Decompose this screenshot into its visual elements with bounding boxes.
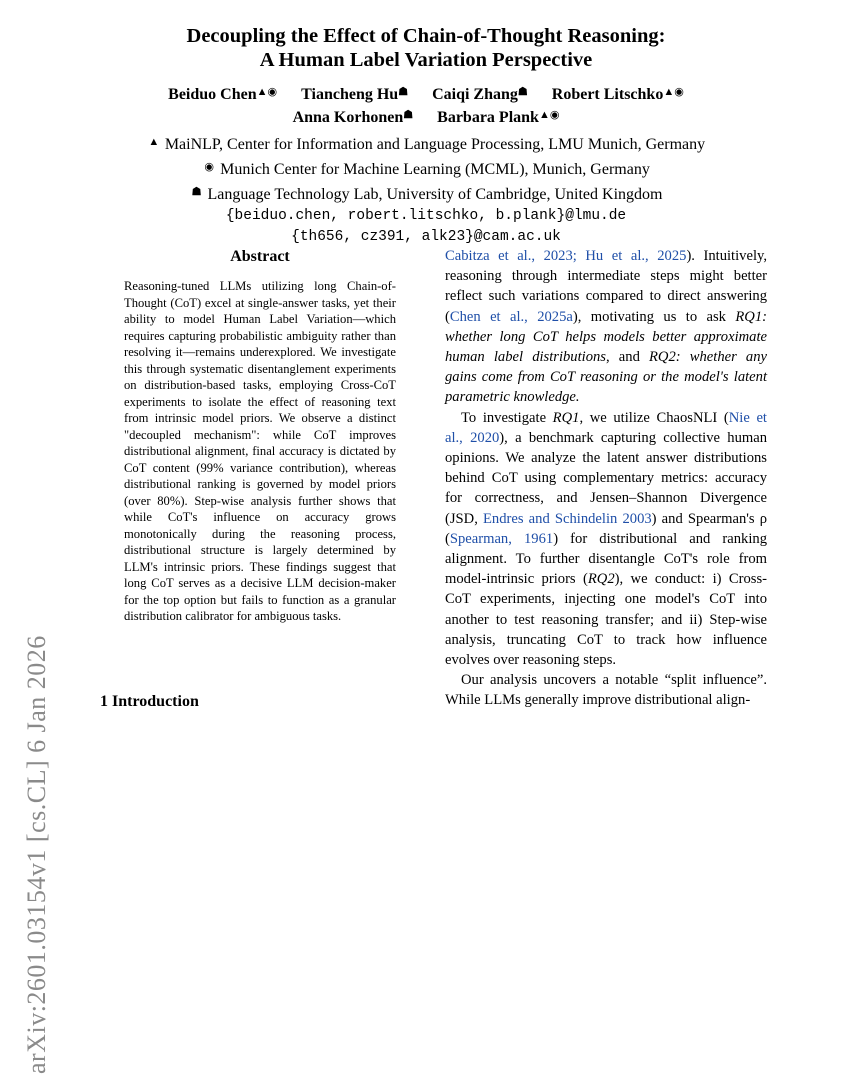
author-list [0, 82, 852, 128]
title-line-1: Decoupling the Effect of Chain-of-Thought Reasoning: [186, 25, 666, 47]
affiliation-marks: ☗ [398, 86, 409, 98]
robot-icon: ◉ [204, 161, 214, 173]
affiliation-marks: ▲◉ [663, 86, 684, 98]
affiliation: ▲ MaiNLP, Center for Information and Language Processing, LMU Munich, Germany [0, 131, 852, 156]
citation-link[interactable]: Nie et al., 2020 [445, 409, 767, 446]
triangle-icon: ▲ [148, 136, 160, 148]
author: Caiqi Zhang☗ [432, 86, 528, 103]
paragraph: Cabitza et al., 2023; Hu et al., 2025). Intuitively, reasoning through intermediate steps might better reflect such variations compared to direct answering (Chen et al., 2025a), motivating us to ask RQ1: whether long CoT helps models better approximate human label distributions, and RQ2: whether any gains come from CoT reasoning or the model's latent parametric knowledge. [445, 248, 767, 406]
section-heading: 1 Introduction [100, 693, 199, 710]
author: Beiduo Chen▲◉ [168, 86, 278, 103]
paragraph: To investigate RQ1, we utilize ChaosNLI (Nie et al., 2020), a benchmark capturing collective human opinions. We analyze the latent answer distributions behind CoT using complementary metrics: accuracy for correctness, and Jensen–Shannon Divergence (JSD, Endres and Schindelin 2003) and Spearman's ρ (Spearman, 1961) for distributional and ranking alignment. To further disentangle CoT's role from model-intrinsic priors (RQ2), we conduct: i) Cross-CoT experiments, injecting one model's CoT into another to test reasoning transfer; and ii) Step-wise analysis, truncating CoT to track how influence evolves over reasoning steps. [445, 409, 767, 669]
abstract-heading: Abstract [230, 248, 290, 265]
paper-header [0, 24, 852, 248]
affiliation: ☗ Language Technology Lab, University of Cambridge, United Kingdom [0, 181, 852, 206]
arxiv-id: arXiv:2601.03154v1 [cs.CL] 6 Jan 2026 [22, 635, 51, 1074]
paper-title [0, 24, 852, 72]
affiliation-marks: ☗ [403, 109, 414, 121]
author: Barbara Plank▲◉ [437, 109, 560, 126]
affiliation-marks: ▲◉ [256, 86, 278, 98]
abstract-body: Reasoning-tuned LLMs utilizing long Chain-of-Thought (CoT) excel at single-answer tasks, yet their ability to model Human Label Variation—which requires capturing probabilistic ambiguity rather than resolving it—remains underexplored. We investigate this through systematic disentanglement experiments on distribution-based tasks, employing Cross-CoT experiments to isolate the effect of reasoning text from intrinsic model priors. We observe a distinct "decoupled mechanism": while CoT improves distributional alignment, final accuracy is dictated by CoT content (99% variance contribution), whereas distributional ranking is governed by model priors (over 80%). Step-wise analysis further shows that while CoT's influence on accuracy grows monotonically during the reasoning process, distributional structure is largely determined by LLM's intrinsic priors. These findings suggest that long CoT serves as a decisive LLM decision-maker for the top option but fails to function as a granular distribution calibrator for ambiguous tasks. [124, 279, 396, 623]
author: Robert Litschko▲◉ [551, 86, 684, 103]
building-icon: ☗ [191, 186, 202, 198]
email: {beiduo.chen, robert.litschko, b.plank}@lmu.de [225, 208, 627, 224]
title-line-2: A Human Label Variation Perspective [259, 49, 593, 71]
citation-link[interactable]: Spearman, 1961 [449, 530, 554, 547]
research-question: RQ1: whether long CoT helps models better approximate human label distributions [445, 308, 767, 366]
right-column [445, 246, 767, 711]
email: {th656, cz391, alk23}@cam.ac.uk [291, 229, 561, 245]
affiliation-marks: ☗ [517, 86, 528, 98]
arxiv-stamp [22, 300, 52, 1074]
paragraph: Our analysis uncovers a notable “split influence”. While LLMs generally improve distributional align- [445, 672, 767, 709]
citation-link[interactable]: Endres and Schindelin 2003 [483, 510, 652, 527]
author: Anna Korhonen☗ [292, 109, 414, 126]
affiliation-marks: ▲◉ [538, 109, 560, 121]
citation-link[interactable]: Cabitza et al., 2023; Hu et al., 2025 [445, 248, 687, 264]
author: Tiancheng Hu☗ [301, 86, 409, 103]
affiliation: ◉ Munich Center for Machine Learning (MCML), Munich, Germany [0, 156, 852, 181]
citation-link[interactable]: Chen et al., 2025a [449, 308, 573, 325]
research-question: RQ2: whether any gains come from CoT reasoning or the model's latent parametric knowledge. [445, 349, 767, 406]
